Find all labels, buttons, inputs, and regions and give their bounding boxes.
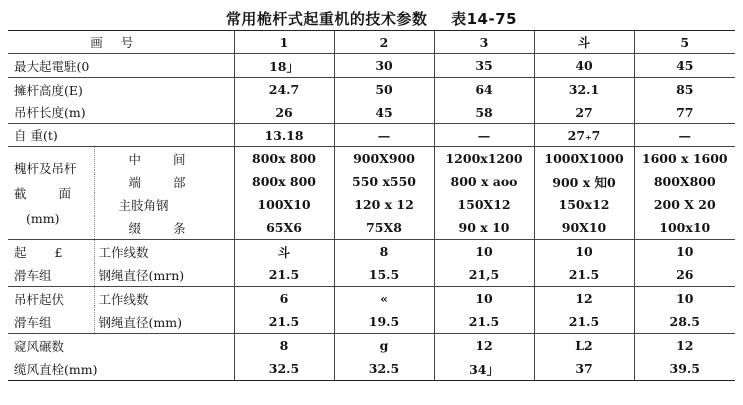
table-cell: 200 X 20 xyxy=(634,193,735,216)
row-mast-height xyxy=(8,78,735,102)
row-label: 擁杆高度(E) xyxy=(8,78,234,102)
sub-label: 中 间 xyxy=(94,147,234,171)
row-section-middle xyxy=(8,147,735,171)
table-cell: « xyxy=(334,287,434,311)
section-label-line2: 截 面 xyxy=(14,185,85,201)
section-group-label xyxy=(8,147,94,240)
table-cell: 斗 xyxy=(234,240,334,264)
parameters-table xyxy=(8,30,735,381)
table-cell: 800x 800 xyxy=(234,147,334,171)
table-cell: 13.18 xyxy=(234,124,334,147)
table-cell: 21,5 xyxy=(434,263,534,287)
table-cell: 45 xyxy=(334,101,434,124)
table-cell: 550 x550 xyxy=(334,170,434,193)
table-cell: 120 x 12 xyxy=(334,193,434,216)
row-section-end xyxy=(8,170,735,193)
row-lift-lines xyxy=(8,240,735,264)
table-cell: 39.5 xyxy=(634,357,735,381)
table-cell: 8 xyxy=(234,334,334,358)
table-cell: 37 xyxy=(534,357,634,381)
luff-label-line1: 吊杆起伏 xyxy=(8,287,94,311)
table-cell: 45 xyxy=(634,54,735,78)
row-label: 自 重(t) xyxy=(8,124,234,147)
table-cell: — xyxy=(434,124,534,147)
table-cell: 85 xyxy=(634,78,735,102)
header-col-1: 1 xyxy=(234,31,334,54)
lift-label-line1: 起 £ xyxy=(8,240,94,264)
table-cell: 28.5 xyxy=(634,310,735,334)
table-cell: 900 x 知0 xyxy=(534,170,634,193)
table-cell: 26 xyxy=(234,101,334,124)
section-label-line1: 槐杆及吊杆 xyxy=(14,160,77,176)
table-cell: 40 xyxy=(534,54,634,78)
table-cell: 12 xyxy=(634,334,735,358)
row-luff-rope xyxy=(8,310,735,334)
table-cell: 26 xyxy=(634,263,735,287)
table-cell: 100x10 xyxy=(634,216,735,240)
row-section-main-angle xyxy=(8,193,735,216)
table-cell: 50 xyxy=(334,78,434,102)
header-label: 画号 xyxy=(8,31,234,54)
table-cell: 90 x 10 xyxy=(434,216,534,240)
luff-label-line2: 滑车组 xyxy=(8,310,94,334)
table-code: 表14-75 xyxy=(451,10,518,28)
table-cell: 65X6 xyxy=(234,216,334,240)
table-cell: 21.5 xyxy=(234,263,334,287)
section-label-line3: (mm) xyxy=(26,210,60,226)
table-cell: 1000X1000 xyxy=(534,147,634,171)
header-col-4: 斗 xyxy=(534,31,634,54)
table-cell: 21.5 xyxy=(534,310,634,334)
table-cell: 75X8 xyxy=(334,216,434,240)
header-col-3: 3 xyxy=(434,31,534,54)
header-row xyxy=(8,31,735,54)
table-cell: 21.5 xyxy=(234,310,334,334)
table-cell: 10 xyxy=(634,287,735,311)
row-label: 窥风碾数 xyxy=(8,334,234,358)
row-guy-diameter xyxy=(8,357,735,381)
table-cell: L2 xyxy=(534,334,634,358)
table-cell: 34」 xyxy=(434,357,534,381)
sub-label: 主肢角钢 xyxy=(118,197,169,213)
table-cell: 32.5 xyxy=(234,357,334,381)
table-cell: 150X12 xyxy=(434,193,534,216)
table-cell: 800x 800 xyxy=(234,170,334,193)
table-cell: 32.5 xyxy=(334,357,434,381)
table-cell: 100X10 xyxy=(234,193,334,216)
lift-label-line2: 滑车组 xyxy=(8,263,94,287)
table-cell: 30 xyxy=(334,54,434,78)
table-cell: 800X800 xyxy=(634,170,735,193)
table-cell: 10 xyxy=(434,287,534,311)
table-title xyxy=(0,8,743,29)
row-luff-lines xyxy=(8,287,735,311)
table-cell: 35 xyxy=(434,54,534,78)
row-self-weight xyxy=(8,124,735,147)
row-label: 缆风直栓(mm) xyxy=(8,357,234,381)
row-section-lacing xyxy=(8,216,735,240)
sub-label: 工作线数 xyxy=(94,240,234,264)
table-cell: 12 xyxy=(534,287,634,311)
table-cell: 21.5 xyxy=(534,263,634,287)
sub-label: 钢绳直径(mm) xyxy=(98,314,182,330)
header-col-2: 2 xyxy=(334,31,434,54)
table-cell: 1200x1200 xyxy=(434,147,534,171)
table-cell: 150x12 xyxy=(534,193,634,216)
row-max-load xyxy=(8,54,735,78)
table-cell: 10 xyxy=(534,240,634,264)
title-text: 常用桅杆式起重机的技术参数 xyxy=(225,10,428,28)
sub-label: 钢绳直径(mrn) xyxy=(98,267,185,283)
table-cell: — xyxy=(634,124,735,147)
row-label: 最大起電駐(0 xyxy=(14,58,90,74)
row-label: 吊杆长度(m) xyxy=(14,105,86,120)
table-cell: 58 xyxy=(434,101,534,124)
row-guy-count xyxy=(8,334,735,358)
table-cell: 18」 xyxy=(234,54,334,78)
table-cell: 6 xyxy=(234,287,334,311)
table-cell: 90X10 xyxy=(534,216,634,240)
table-cell: 21.5 xyxy=(434,310,534,334)
table-cell: g xyxy=(334,334,434,358)
table-cell: 77 xyxy=(634,101,735,124)
table-cell: 800 x aoo xyxy=(434,170,534,193)
table-cell: 24.7 xyxy=(234,78,334,102)
table-cell: 10 xyxy=(634,240,735,264)
table-cell: 10 xyxy=(434,240,534,264)
table-cell: 19.5 xyxy=(334,310,434,334)
table-cell: 1600 x 1600 xyxy=(634,147,735,171)
table-cell: 900X900 xyxy=(334,147,434,171)
header-col-5: 5 xyxy=(634,31,735,54)
table-cell: 64 xyxy=(434,78,534,102)
table-cell: 32.1 xyxy=(534,78,634,102)
sub-label: 工作线数 xyxy=(94,287,234,311)
table-cell: — xyxy=(334,124,434,147)
sub-label: 端 部 xyxy=(128,174,200,190)
table-cell: 15.5 xyxy=(334,263,434,287)
table-cell: 27₊7 xyxy=(534,124,634,147)
row-boom-length xyxy=(8,101,735,124)
sub-label: 缀 条 xyxy=(128,220,200,236)
table-cell: 8 xyxy=(334,240,434,264)
row-lift-rope xyxy=(8,263,735,287)
table-cell: 12 xyxy=(434,334,534,358)
table-cell: 27 xyxy=(534,101,634,124)
